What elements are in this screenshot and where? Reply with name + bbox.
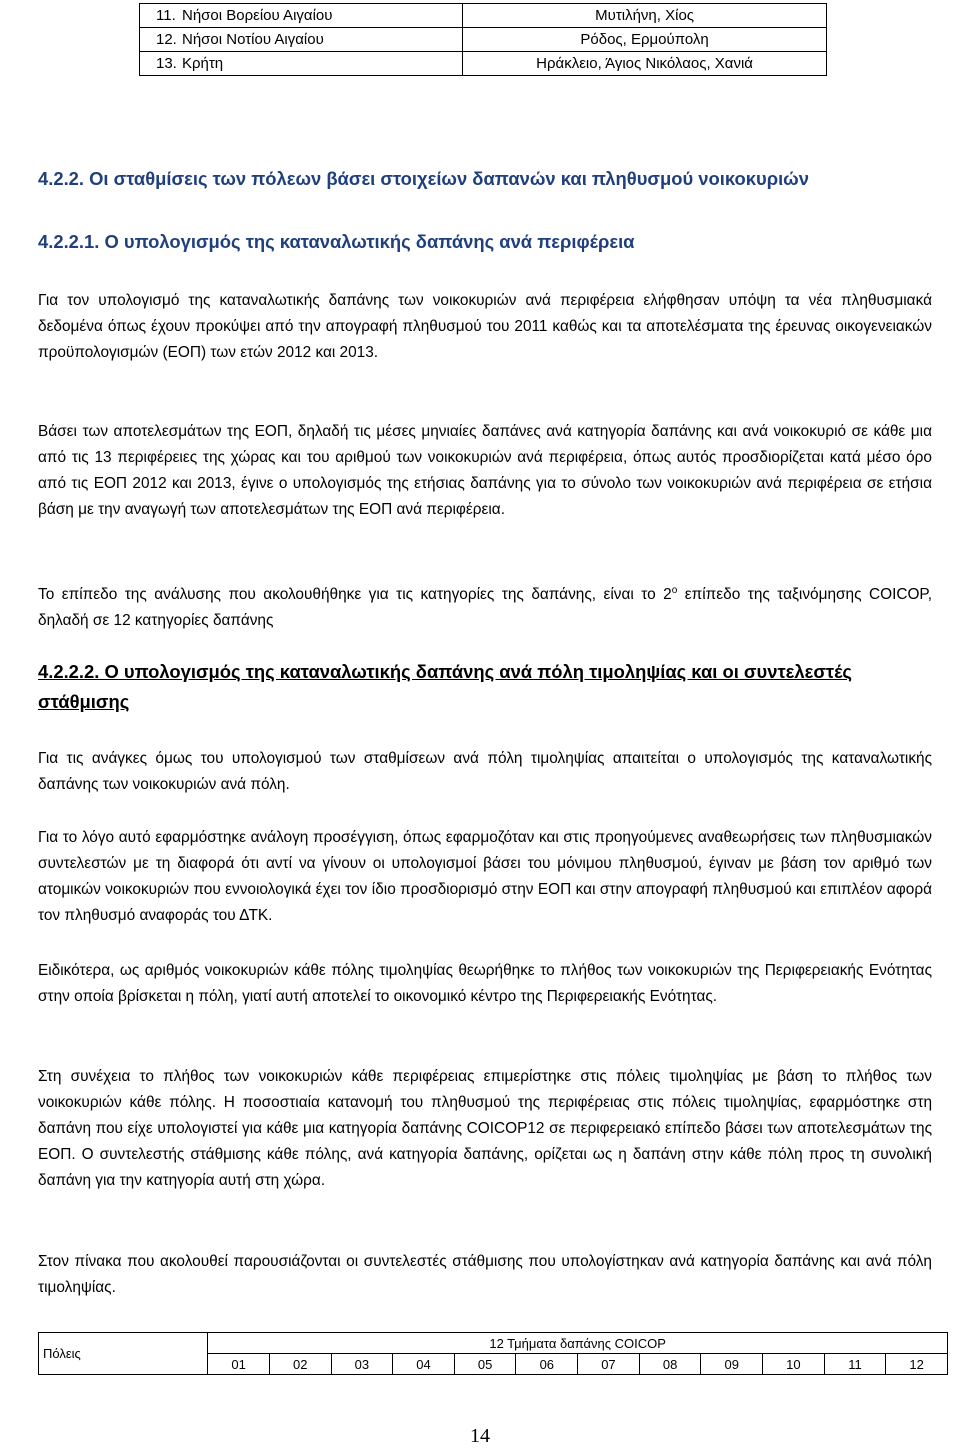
table-row [140,28,827,52]
coicop-groups-header: 12 Τμήματα δαπάνης COICOP [208,1333,948,1354]
coicop-code: 10 [763,1354,825,1375]
region-name: Νήσοι Βορείου Αιγαίου [182,7,333,24]
region-cell [140,4,463,28]
page-number: 14 [470,1425,490,1447]
coicop-code: 03 [331,1354,393,1375]
coicop-table [38,1332,948,1375]
table-header-row [39,1333,948,1354]
section-heading-4-2-2: 4.2.2. Οι σταθμίσεις των πόλεων βάσει στοιχείων δαπανών και πληθυσμού νοικοκυριών [38,168,809,189]
row-number: 13. [156,55,177,72]
region-name: Νήσοι Νοτίου Αιγαίου [182,31,324,48]
paragraph-3-text-b: επίπεδο της ταξινόμησης COICOP, δηλαδή σε 12 κατηγορίες δαπάνης [38,586,932,630]
paragraph-3 [38,578,932,634]
paragraph-3-text-a: Το επίπεδο της ανάλυσης που ακολουθήθηκε για τις κατηγορίες της δαπάνης, είναι το 2 [38,586,672,604]
section-heading-4-2-2-1: 4.2.2.1. Ο υπολογισμός της καταναλωτικής δαπάνης ανά περιφέρεια [38,231,635,252]
region-name: Κρήτη [182,55,224,72]
regions-table [139,3,827,76]
coicop-code: 05 [454,1354,516,1375]
paragraph-5: Για το λόγο αυτό εφαρμόστηκε ανάλογη προσέγγιση, όπως εφαρμοζόταν και στις προηγούμενες αναθεωρήσεις των πληθυσμιακών συντελεστών με τη διαφορά ότι αντί να γίνουν οι υπολογισμοί βάσει του μόνιμου πληθυσμού, έγιναν με βάση τον αριθμό των ατομικών νοικοκυριών που εννοιολογικά έχει τον ίδιο προσδιορισμό στην ΕΟΠ και στην απογραφή πληθυσμού και επιπλέον αφορά τον πληθυσμό αναφοράς του ΔΤΚ. [38,829,932,924]
coicop-code: 07 [578,1354,640,1375]
coicop-code: 01 [208,1354,270,1375]
row-number: 11. [156,7,176,24]
coicop-code: 06 [516,1354,578,1375]
paragraph-8: Στον πίνακα που ακολουθεί παρουσιάζονται οι συντελεστές στάθμισης που υπολογίστηκαν ανά κατηγορία δαπάνης και ανά πόλη τιμοληψίας. [38,1253,932,1296]
paragraph-6: Ειδικότερα, ως αριθμός νοικοκυριών κάθε πόλης τιμοληψίας θεωρήθηκε το πλήθος των νοικοκυριών της Περιφερειακής Ενότητας στην οποία βρίσκεται η πόλη, γιατί αυτή αποτελεί το οικονομικό κέντρο της Περιφερειακής Ενότητας. [38,962,932,1005]
cities-header: Πόλεις [39,1333,208,1375]
table-row [140,52,827,76]
section-heading-4-2-2-2: 4.2.2.2. Ο υπολογισμός της καταναλωτικής δαπάνης ανά πόλη τιμοληψίας και οι συντελεστές στάθμισης [38,661,852,712]
paragraph-4: Για τις ανάγκες όμως του υπολογισμού των σταθμίσεων ανά πόλη τιμοληψίας απαιτείται ο υπολογισμός της καταναλωτικής δαπάνης των νοικοκυριών ανά πόλη. [38,750,932,793]
cities-cell: Μυτιλήνη, Χίος [463,4,827,28]
cities-cell: Ρόδος, Ερμούπολη [463,28,827,52]
cities-cell: Ηράκλειο, Άγιος Νικόλαος, Χανιά [463,52,827,76]
coicop-code: 04 [393,1354,455,1375]
paragraph-1: Για τον υπολογισμό της καταναλωτικής δαπάνης των νοικοκυριών ανά περιφέρεια ελήφθησαν υπόψη τα νέα πληθυσμιακά δεδομένα όπως έχουν προκύψει από την απογραφή πληθυσμού του 2011 καθώς και τα αποτελέσματα της έρευνας οικογενειακών προϋπολογισμών (ΕΟΠ) των ετών 2012 και 2013. [38,292,932,361]
coicop-code: 02 [269,1354,331,1375]
coicop-code: 08 [639,1354,701,1375]
row-number: 12. [156,31,177,48]
ordinal-superscript: ο [671,585,678,596]
region-cell [140,52,463,76]
coicop-code: 12 [886,1354,948,1375]
paragraph-7: Στη συνέχεια το πλήθος των νοικοκυριών κάθε περιφέρειας επιμερίστηκε στις πόλεις τιμοληψίας με βάση το πλήθος των νοικοκυριών κάθε πόλης. Η ποσοστιαία κατανομή του πληθυσμού της περιφέρειας στις πόλεις τιμοληψίας, εφαρμόστηκε στη δαπάνη που είχε υπολογιστεί για κάθε μια κατηγορία δαπάνης COICOP12 σε περιφερειακό επίπεδο βάσει των αποτελεσμάτων της ΕΟΠ. Ο συντελεστής στάθμισης κάθε πόλης, ανά κατηγορία δαπάνης, ορίζεται ως η δαπάνη στην κάθε πόλη προς τη συνολική δαπάνη για την κατηγορία αυτή στη χώρα. [38,1068,932,1189]
coicop-code: 09 [701,1354,763,1375]
paragraph-2: Βάσει των αποτελεσμάτων της ΕΟΠ, δηλαδή τις μέσες μηνιαίες δαπάνες ανά κατηγορία δαπάνης και ανά νοικοκυριό σε κάθε μια από τις 13 περιφέρειες της χώρας και του αριθμού των νοικοκυριών ανά περιφέρεια, όπως αυτός προσδιορίζεται κατά μέσο όρο από τις ΕΟΠ 2012 και 2013, έγινε ο υπολογισμός της ετήσιας δαπάνης για το σύνολο των νοικοκυριών ανά περιφέρεια σε ετήσια βάση με την αναγωγή των αποτελεσμάτων της ΕΟΠ ανά περιφέρεια. [38,423,932,518]
table-row [140,4,827,28]
region-cell [140,28,463,52]
coicop-code: 11 [824,1354,886,1375]
